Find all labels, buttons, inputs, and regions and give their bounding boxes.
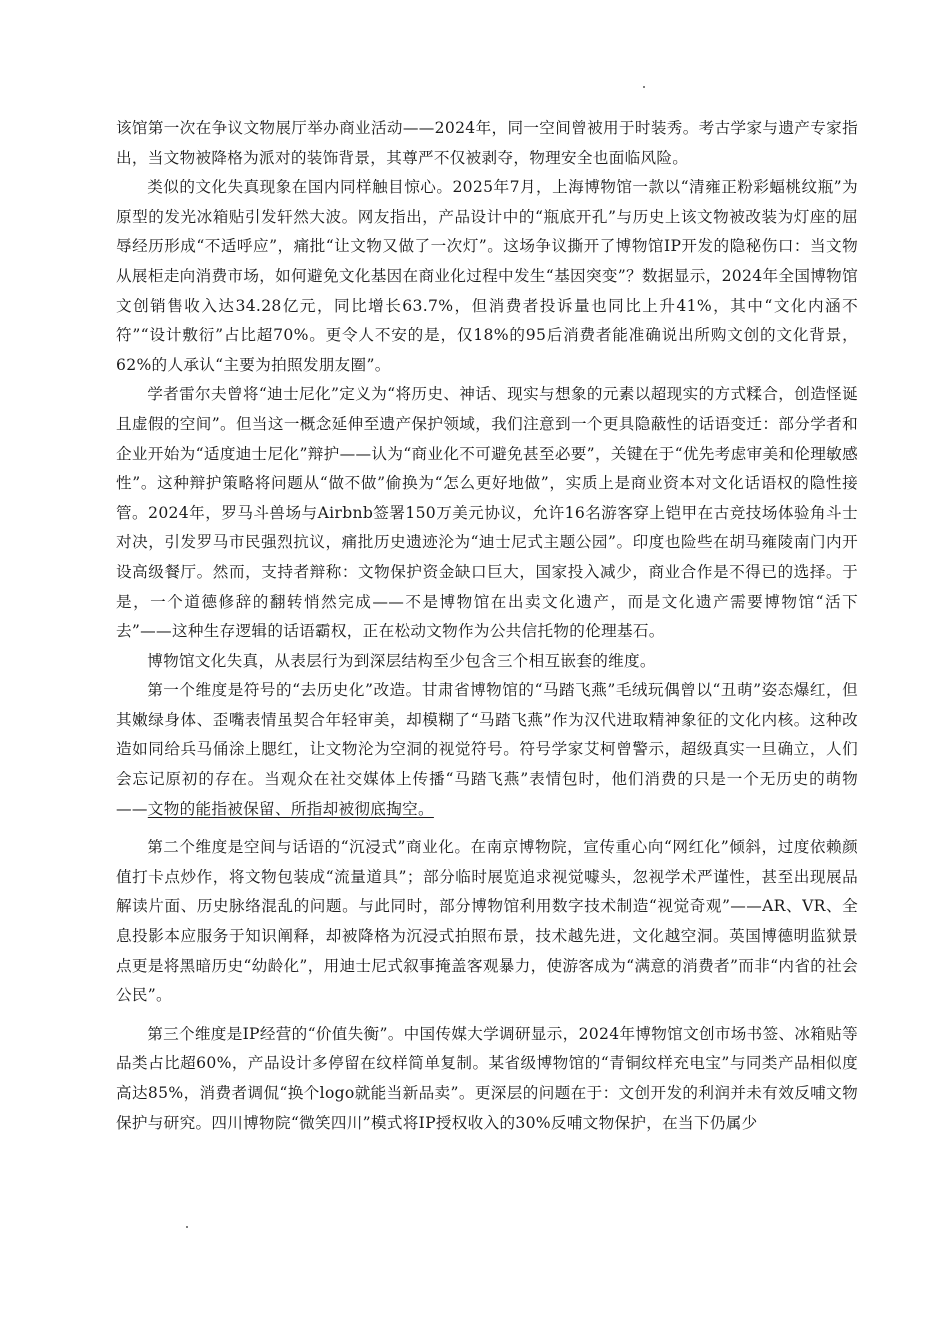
paragraph-2 bbox=[116, 173, 858, 380]
paragraph-6 bbox=[116, 833, 858, 1011]
paragraph-5-underlined-text: 文物的能指被保留、所指却被彻底掏空。 bbox=[147, 799, 434, 818]
paragraph-4 bbox=[116, 647, 858, 677]
paragraph-7-text: 第三个维度是IP经营的“价值失衡”。中国传媒大学调研显示，2024年博物馆文创市场书签、冰箱贴等品类占比超60%，产品设计多停留在纹样简单复制。某省级博物馆的“青铜纹样充电宝”与同类产品相似度高达85%，消费者调侃“换个logo就能当新品卖”。更深层的问题在于：文创开发的利润并未有效反哺文物保护与研究。四川博物院“微笑四川”模式将IP授权收入的30%反哺文物保护，在当下仍属少 bbox=[116, 1024, 858, 1132]
paragraph-7 bbox=[116, 1020, 858, 1138]
paragraph-4-text: 博物馆文化失真，从表层行为到深层结构至少包含三个相互嵌套的维度。 bbox=[147, 651, 656, 670]
paragraph-3 bbox=[116, 380, 858, 646]
bottom-mark-dot bbox=[186, 1226, 188, 1228]
paragraph-1-text: 该馆第一次在争议文物展厅举办商业活动——2024年，同一空间曾被用于时装秀。考古学家与遗产专家指出，当文物被降格为派对的装饰背景，其尊严不仅被剥夺，物理安全也面临风险。 bbox=[116, 119, 858, 167]
paragraph-6-text: 第二个维度是空间与话语的“沉浸式”商业化。在南京博物院，宣传重心向“网红化”倾斜，过度依赖颜值打卡点炒作，将文物包装成“流量道具”；部分临时展览追求视觉噱头，忽视学术严谨性，甚至出现展品解读片面、历史脉络混乱的问题。与此同时，部分博物馆利用数字技术制造“视觉奇观”——AR、VR、全息投影本应服务于知识阐释，却被降格为沉浸式拍照布景，技术越先进，文化越空洞。英国博德明监狱景点更是将黑暗历史“幼龄化”，用迪士尼式叙事掩盖客观暴力，使游客成为“满意的消费者”而非“内省的社会公民”。 bbox=[116, 838, 858, 1005]
document-body bbox=[116, 114, 858, 1138]
paragraph-2-text: 类似的文化失真现象在国内同样触目惊心。2025年7月，上海博物馆一款以“清雍正粉彩蝠桃纹瓶”为原型的发光冰箱贴引发轩然大波。网友指出，产品设计中的“瓶底开孔”与历史上该文物被改装为灯座的屈辱经历形成“不适呼应”，痛批“让文物又做了一次灯”。这场争议撕开了博物馆IP开发的隐秘伤口：当文物从展柜走向消费市场，如何避免文化基因在商业化过程中发生“基因突变”？数据显示，2024年全国博物馆文创销售收入达34.28亿元，同比增长63.7%，但消费者投诉量也同比上升41%，其中“文化内涵不符”“设计敷衍”占比超70%。更令人不安的是，仅18%的95后消费者能准确说出所购文创的文化背景，62%的人承认“主要为拍照发朋友圈”。 bbox=[116, 178, 858, 374]
paragraph-5 bbox=[116, 676, 858, 824]
paragraph-3-text: 学者雷尔夫曾将“迪士尼化”定义为“将历史、神话、现实与想象的元素以超现实的方式糅合，创造怪诞且虚假的空间”。但当这一概念延伸至遗产保护领域，我们注意到一个更具隐蔽性的话语变迁：部分学者和企业开始为“适度迪士尼化”辩护——认为“商业化不可避免甚至必要”，关键在于“优先考虑审美和伦理敏感性”。这种辩护策略将问题从“做不做”偷换为“怎么更好地做”，实质上是商业资本对文化话语权的隐性接管。2024年，罗马斗兽场与Airbnb签署150万美元协议，允许16名游客穿上铠甲在古竞技场体验角斗士对决，引发罗马市民强烈抗议，痛批历史遗迹沦为“迪士尼式主题公园”。印度也险些在胡马雍陵南门内开设高级餐厅。然而，支持者辩称：文物保护资金缺口巨大，国家投入减少，商业合作是不得已的选择。于是，一个道德修辞的翻转悄然完成——不是博物馆在出卖文化遗产，而是文化遗产需要博物馆“活下去”——这种生存逻辑的话语霸权，正在松动文物作为公共信托物的伦理基石。 bbox=[116, 385, 858, 641]
paragraph-1-continuation bbox=[116, 114, 858, 173]
paragraph-5-text: 第一个维度是符号的“去历史化”改造。甘肃省博物馆的“马踏飞燕”毛绒玩偶曾以“丑萌”姿态爆红，但其嫩绿身体、歪嘴表情虽契合年轻审美，却模糊了“马踏飞燕”作为汉代进取精神象征的文化内核。这种改造如同给兵马俑涂上腮红，让文物沦为空洞的视觉符号。符号学家艾柯曾警示，超级真实一旦确立，人们会忘记原初的存在。当观众在社交媒体上传播“马踏飞燕”表情包时，他们消费的只是一个无历史的萌物—— bbox=[116, 681, 858, 818]
top-mark-dot bbox=[643, 86, 645, 88]
